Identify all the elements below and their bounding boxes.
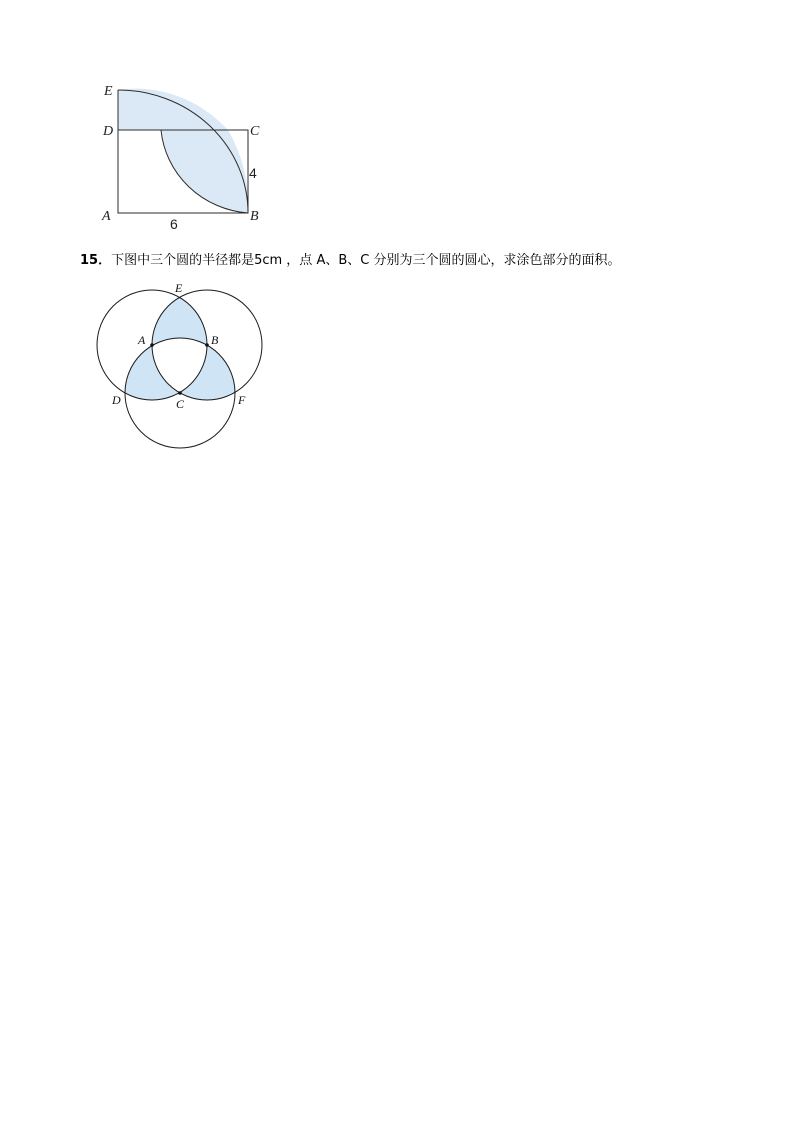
shaded-region-top xyxy=(118,89,228,130)
label-b: B xyxy=(211,333,219,347)
question-number: 15． xyxy=(80,253,112,268)
dimension-bottom: 6 xyxy=(170,216,178,232)
label-a: A xyxy=(102,209,111,224)
rectangle-arc-figure xyxy=(98,80,268,232)
dimension-right: 4 xyxy=(249,165,257,181)
point-b xyxy=(205,343,209,347)
label-a: A xyxy=(138,333,146,347)
label-d: D xyxy=(112,393,121,407)
label-e: E xyxy=(175,281,183,295)
three-circles-figure xyxy=(92,278,266,452)
point-a xyxy=(150,343,154,347)
label-c: C xyxy=(250,124,260,139)
label-b: B xyxy=(250,209,259,224)
shaded-region-lens xyxy=(161,130,248,213)
question-15 xyxy=(80,249,620,268)
label-e: E xyxy=(104,84,113,99)
question-text: 下图中三个圆的半径都是5cm ，点 A、B、C 分别为三个圆的圆心，求涂色部分的面积。 xyxy=(111,253,621,268)
point-c xyxy=(178,391,182,395)
label-d: D xyxy=(103,124,114,139)
label-f: F xyxy=(238,393,246,407)
label-c: C xyxy=(176,397,185,411)
